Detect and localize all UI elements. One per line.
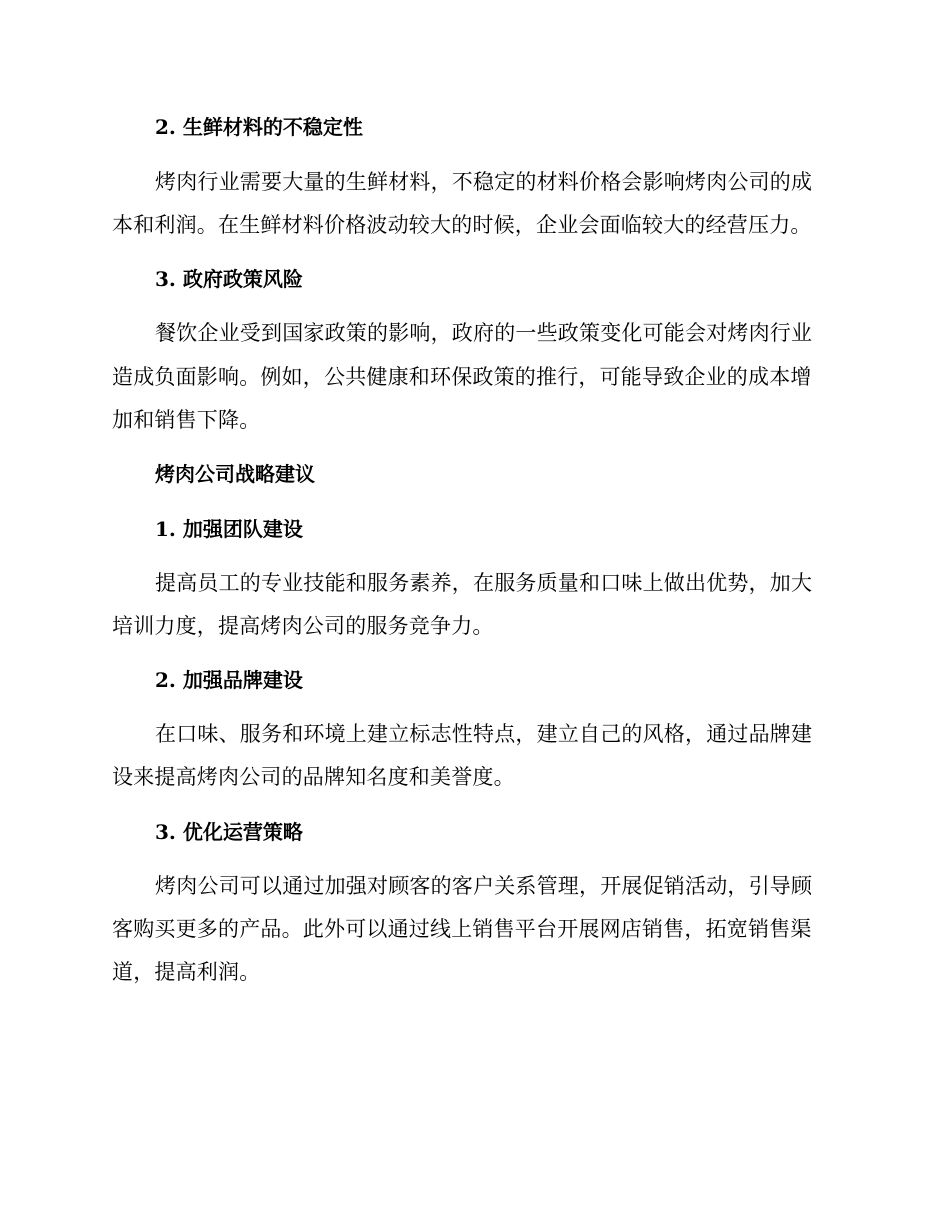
paragraph-line: 提高员工的专业技能和服务素养，在服务质量和口味上做出优势，加大 <box>155 571 813 595</box>
section-heading: 1. 加强团队建设 <box>155 517 303 541</box>
paragraph-line: 客购买更多的产品。此外可以通过线上销售平台开展网店销售，拓宽销售渠 <box>112 917 812 941</box>
paragraph-line: 加和销售下降。 <box>112 408 261 432</box>
paragraph-line: 造成负面影响。例如，公共健康和环保政策的推行，可能导致企业的成本增 <box>112 365 812 389</box>
paragraph-line: 本和利润。在生鲜材料价格波动较大的时候，企业会面临较大的经营压力。 <box>112 213 812 237</box>
paragraph-line: 培训力度，提高烤肉公司的服务竞争力。 <box>112 614 494 638</box>
paragraph-line: 道，提高利润。 <box>112 960 261 984</box>
paragraph-line: 在口味、服务和环境上建立标志性特点，建立自己的风格，通过品牌建 <box>155 722 813 746</box>
paragraph-line: 烤肉公司可以通过加强对顾客的客户关系管理，开展促销活动，引导顾 <box>155 874 813 898</box>
paragraph-line: 餐饮企业受到国家政策的影响，政府的一些政策变化可能会对烤肉行业 <box>155 321 813 345</box>
paragraph-line: 烤肉行业需要大量的生鲜材料，不稳定的材料价格会影响烤肉公司的成 <box>155 170 813 194</box>
section-heading: 2. 加强品牌建设 <box>155 668 303 692</box>
section-heading: 2. 生鲜材料的不稳定性 <box>155 115 363 139</box>
paragraph-line: 设来提高烤肉公司的品牌知名度和美誉度。 <box>112 765 515 789</box>
section-heading: 3. 政府政策风险 <box>155 267 303 291</box>
section-heading: 3. 优化运营策略 <box>155 820 303 844</box>
section-heading: 烤肉公司战略建议 <box>155 462 315 486</box>
